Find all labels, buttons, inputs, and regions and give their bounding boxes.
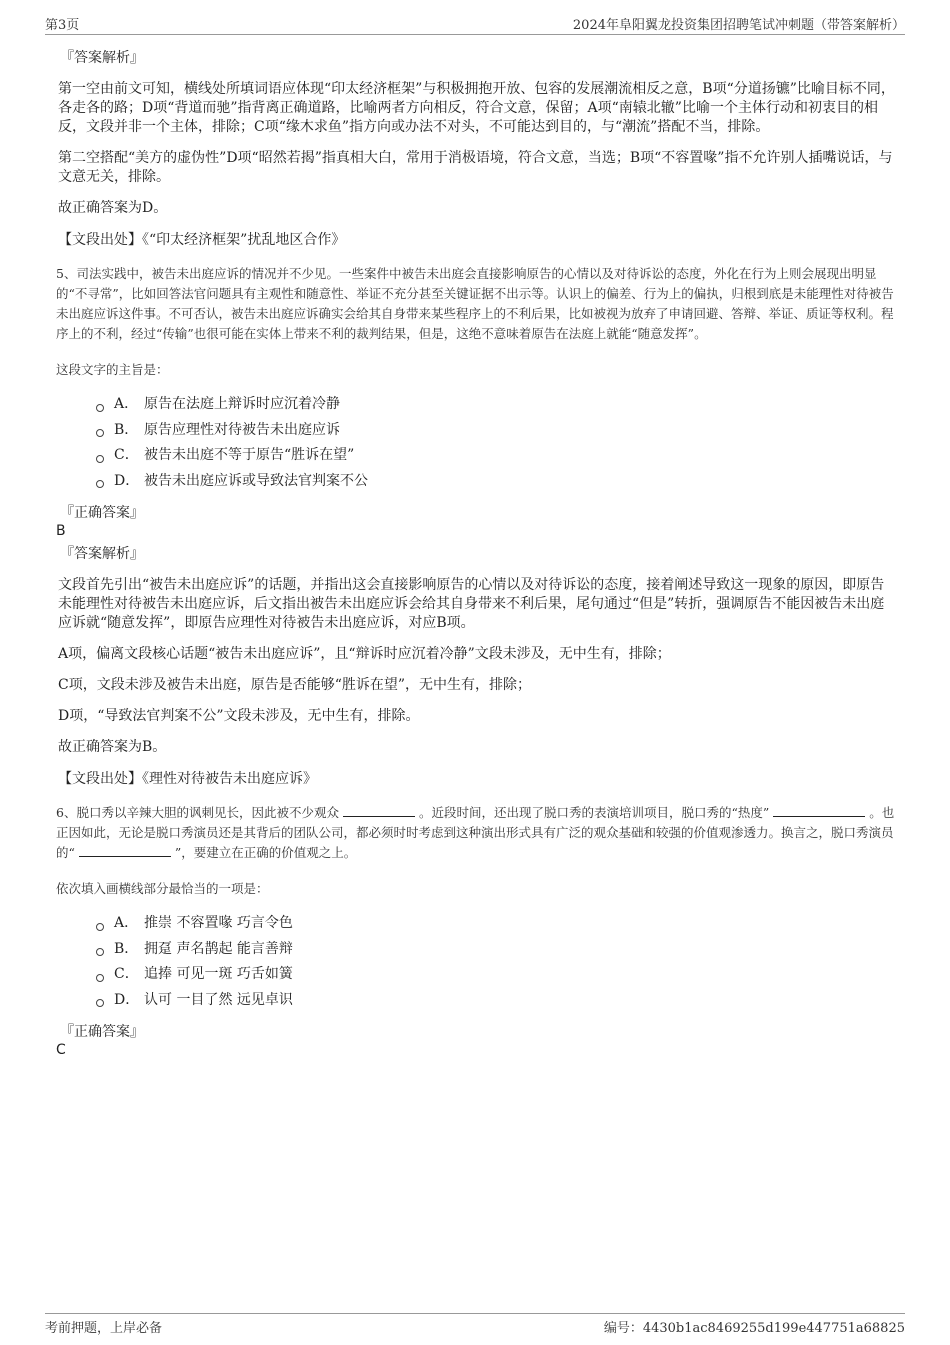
analysis-label: 『答案解析』 [60,50,144,66]
correct-answer-value: B [56,523,66,539]
option-letter: C． [114,447,139,463]
question-5-options [96,392,896,494]
option-b[interactable] [96,937,896,963]
option-letter: C． [114,966,139,982]
document-body [56,44,896,1063]
analysis-paragraph: D项，“导致法官判案不公”文段未涉及，无中生有，排除。 [58,708,420,724]
question-text-segment: 6、脱口秀以辛辣大胆的讽刺见长，因此被不少观众 [56,805,339,820]
option-letter: B． [114,421,139,438]
option-letter: D． [114,991,140,1008]
analysis-paragraph: A项，偏离文段核心话题“被告未出庭应诉”，且“辩诉时应沉着冷静”文段未涉及，无中生有，排除； [58,646,671,662]
analysis-paragraph: 文段首先引出“被告未出庭应诉”的话题，并指出这会直接影响原告的心情以及对待诉讼的态度，接着阐述导致这一现象的原因，即原告未能理性对待被告未出庭应诉，后文指出被告未出庭应诉会给其自身带来不利后果，尾句通过“但是”转折，强调原告不能因被告未出庭应诉就“随意发挥”，即原告应理性对待被告未出庭应诉，对应B项。 [58,577,885,631]
option-text: 原告应理性对待被告未出庭应诉 [144,421,340,438]
option-letter: D． [114,472,140,489]
question-text-segment: 。近段时间，还出现了脱口秀的表演培训项目，脱口秀的“热度” [418,805,770,820]
source-citation: 【文段出处】《理性对待被告未出庭应诉》 [58,771,317,787]
page-number: 第3页 [45,18,80,33]
radio-button-icon[interactable] [96,480,104,488]
radio-button-icon[interactable] [96,429,104,437]
option-letter: A． [114,915,139,931]
option-b[interactable] [96,418,896,444]
radio-button-icon[interactable] [96,923,104,931]
correct-answer-label: 『正确答案』 [60,505,144,521]
option-letter: B． [114,940,139,957]
analysis-conclusion: 故正确答案为D。 [58,200,168,216]
option-text: 认可 一目了然 远见卓识 [144,991,293,1008]
question-6-prompt: 依次填入画横线部分最恰当的一项是： [56,881,269,896]
option-c[interactable] [96,443,896,469]
option-text: 拥趸 声名鹊起 能言善辩 [144,940,293,957]
footer-slogan: 考前押题，上岸必备 [45,1321,163,1336]
question-5-prompt: 这段文字的主旨是： [56,362,169,377]
question-text-segment: 。也正因如此，无论是脱口秀演员还是其背后的团队公司，都必须时时考虑到这种演出形式具有广泛的观众基础和较强的价值观渗透力。换言之，脱口秀演员的“ [56,805,895,860]
option-letter: A． [114,396,139,412]
option-text: 被告未出庭不等于原告“胜诉在望” [144,447,355,463]
question-6-options [96,911,896,1013]
correct-answer-value: C [56,1042,66,1058]
analysis-conclusion: 故正确答案为B。 [58,739,167,755]
correct-answer-label: 『正确答案』 [60,1024,144,1040]
analysis-label: 『答案解析』 [60,546,144,562]
radio-button-icon[interactable] [96,999,104,1007]
question-5-text: 5、司法实践中，被告未出庭应诉的情况并不少见。一些案件中被告未出庭会直接影响原告的心情以及对待诉讼的态度，外化在行为上则会展现出明显的“不寻常”，比如回答法官问题具有主观性和随意性、举证不充分甚至关键证据不出示等。认识上的偏差、行为上的偏执，归根到底是未能理性对待被告未出庭应诉这件事。不可否认，被告未出庭应诉确实会给其自身带来某些程序上的不利后果，比如被视为放弃了申请回避、答辩、举证、质证等权利。程序上的不利，经过“传输”也很可能在实体上带来不利的裁判结果，但是，这绝不意味着原告在法庭上就能“随意发挥”。 [56,266,894,341]
analysis-paragraph: 第一空由前文可知，横线处所填词语应体现“印太经济框架”与积极拥抱开放、包容的发展潮流相反之意，B项“分道扬镳”比喻目标不同，各走各的路；D项“背道而驰”指背离正确道路，比喻两者方向相反，符合文意，保留；A项“南辕北辙”比喻一个主体行动和初衷目的相反，文段并非一个主体，排除；C项“缘木求鱼”指方向或办法不对头，不可能达到目的，与“潮流”搭配不当，排除。 [58,81,895,135]
option-d[interactable] [96,988,896,1014]
fill-blank [79,844,171,857]
question-text-segment: ”，要建立在正确的价值观之上。 [174,845,357,860]
source-citation: 【文段出处】《“印太经济框架”扰乱地区合作》 [58,232,346,248]
question-6-text [56,803,896,863]
option-a[interactable] [96,392,896,418]
option-text: 原告在法庭上辩诉时应沉着冷静 [144,396,340,412]
document-title: 2024年阜阳翼龙投资集团招聘笔试冲刺题（带答案解析） [572,18,905,33]
document-code: 编号：4430b1ac8469255d199e447751a68825 [603,1321,905,1336]
page-header [45,14,905,35]
page-footer [45,1313,905,1336]
radio-button-icon[interactable] [96,974,104,982]
option-text: 推崇 不容置喙 巧言令色 [144,915,293,931]
option-text: 被告未出庭应诉或导致法官判案不公 [144,472,368,489]
radio-button-icon[interactable] [96,948,104,956]
analysis-paragraph: 第二空搭配“美方的虚伪性”D项“昭然若揭”指真相大白，常用于消极语境，符合文意，当选；B项“不容置喙”指不允许别人插嘴说话，与文意无关，排除。 [58,150,893,185]
fill-blank [343,804,415,817]
option-d[interactable] [96,469,896,495]
analysis-paragraph: C项，文段未涉及被告未出庭，原告是否能够“胜诉在望”，无中生有，排除； [58,677,532,693]
option-text: 追捧 可见一斑 巧舌如簧 [144,966,293,982]
option-a[interactable] [96,911,896,937]
radio-button-icon[interactable] [96,404,104,412]
radio-button-icon[interactable] [96,455,104,463]
fill-blank [773,804,865,817]
option-c[interactable] [96,962,896,988]
